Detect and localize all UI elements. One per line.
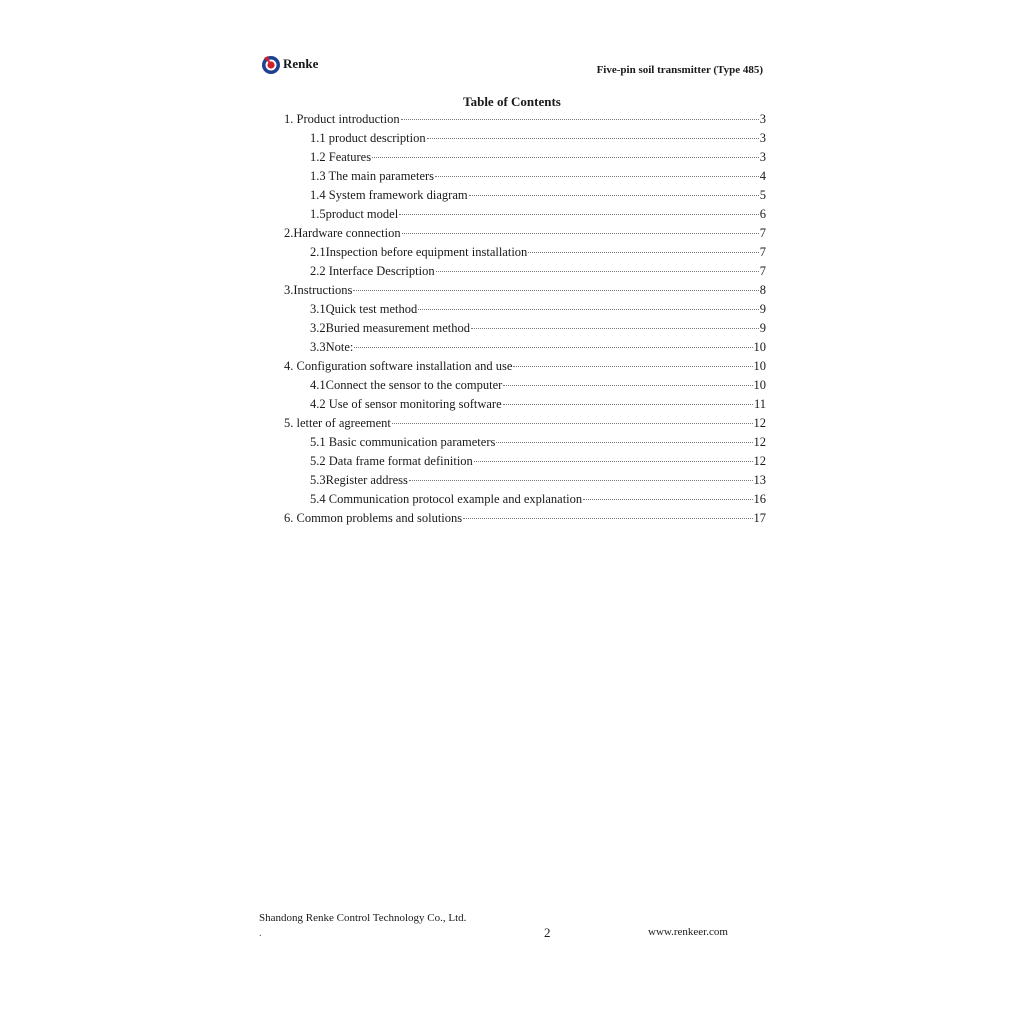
toc-entry-page: 8	[759, 283, 766, 297]
document-title: Five-pin soil transmitter (Type 485)	[596, 64, 763, 76]
toc-entry-page: 3	[759, 131, 766, 145]
toc-entry-page: 9	[759, 302, 766, 316]
toc-entry[interactable]	[284, 226, 766, 245]
toc-entry-page: 10	[753, 359, 766, 373]
toc-dot-leader	[401, 119, 759, 120]
toc-dot-leader	[436, 271, 759, 272]
toc-entry-label: 2.2 Interface Description	[310, 264, 435, 278]
toc-entry-label: 3.1Quick test method	[310, 302, 418, 316]
toc-entry-label: 5. letter of agreement	[284, 416, 391, 430]
toc-entry[interactable]	[284, 302, 766, 321]
toc-entry-page: 12	[753, 416, 766, 430]
toc-entry-label: 5.4 Communication protocol example and explanation	[310, 492, 583, 506]
toc-entry-page: 6	[759, 207, 766, 221]
toc-dot-leader	[435, 176, 759, 177]
toc-dot-leader	[528, 252, 758, 253]
toc-dot-leader	[402, 233, 759, 234]
toc-entry-page: 10	[753, 340, 766, 354]
toc-dot-leader	[372, 157, 759, 158]
toc-entry-page: 7	[759, 245, 766, 259]
toc-entry[interactable]	[284, 359, 766, 378]
logo-text: Renke	[283, 56, 319, 71]
toc-entry[interactable]	[284, 492, 766, 511]
toc-dot-leader	[513, 366, 752, 367]
toc-entry-page: 3	[759, 112, 766, 126]
toc-entry-label: 1.1 product description	[310, 131, 426, 145]
toc-entry[interactable]	[284, 321, 766, 340]
toc-entry[interactable]	[284, 416, 766, 435]
toc-dot-leader	[354, 347, 752, 348]
toc-dot-leader	[583, 499, 752, 500]
toc-entry[interactable]	[284, 340, 766, 359]
toc-dot-leader	[463, 518, 752, 519]
toc-entry-page: 7	[759, 226, 766, 240]
toc-entry-page: 12	[753, 454, 766, 468]
toc-entry-page: 16	[753, 492, 766, 506]
toc-entry-page: 9	[759, 321, 766, 335]
toc-entry-label: 1.2 Features	[310, 150, 372, 164]
renke-logo-icon	[260, 53, 282, 75]
toc-entry[interactable]	[284, 378, 766, 397]
toc-entry-label: 6. Common problems and solutions	[284, 511, 463, 525]
toc-entry-label: 5.2 Data frame format definition	[310, 454, 473, 468]
toc-dot-leader	[469, 195, 759, 196]
toc-dot-leader	[353, 290, 758, 291]
toc-entry-label: 1.4 System framework diagram	[310, 188, 468, 202]
toc-entry[interactable]	[284, 112, 766, 131]
toc-entry-page: 4	[759, 169, 766, 183]
toc-entry[interactable]	[284, 511, 766, 530]
toc-entry-label: 3.2Buried measurement method	[310, 321, 471, 335]
toc-entry[interactable]	[284, 207, 766, 226]
toc-dot-leader	[427, 138, 759, 139]
page-number: 2	[544, 925, 551, 940]
toc-dot-leader	[503, 385, 752, 386]
table-of-contents	[284, 112, 766, 530]
toc-entry[interactable]	[284, 473, 766, 492]
toc-entry-page: 5	[759, 188, 766, 202]
toc-entry[interactable]	[284, 435, 766, 454]
toc-entry[interactable]	[284, 454, 766, 473]
toc-dot-leader	[471, 328, 759, 329]
toc-entry-page: 13	[753, 473, 766, 487]
toc-entry[interactable]	[284, 169, 766, 188]
toc-entry-label: 1.5product model	[310, 207, 399, 221]
toc-entry[interactable]	[284, 397, 766, 416]
toc-entry-label: 2.Hardware connection	[284, 226, 401, 240]
toc-entry-label: 5.1 Basic communication parameters	[310, 435, 496, 449]
toc-entry-page: 17	[753, 511, 766, 525]
toc-entry[interactable]	[284, 264, 766, 283]
toc-entry-label: 1.3 The main parameters	[310, 169, 435, 183]
toc-entry-page: 3	[759, 150, 766, 164]
toc-entry-page: 11	[753, 397, 766, 411]
footer-dot: .	[259, 927, 262, 939]
toc-dot-leader	[418, 309, 758, 310]
toc-entry-label: 5.3Register address	[310, 473, 408, 487]
toc-entry[interactable]	[284, 150, 766, 169]
footer-website: www.renkeer.com	[648, 926, 728, 938]
company-logo	[260, 53, 318, 75]
toc-entry-page: 10	[753, 378, 766, 392]
toc-entry-label: 4.2 Use of sensor monitoring software	[310, 397, 502, 411]
toc-dot-leader	[496, 442, 752, 443]
toc-entry[interactable]	[284, 245, 766, 264]
toc-entry[interactable]	[284, 188, 766, 207]
toc-entry-label: 3.Instructions	[284, 283, 353, 297]
toc-dot-leader	[399, 214, 759, 215]
toc-entry-label: 4.1Connect the sensor to the computer	[310, 378, 503, 392]
toc-entry-label: 2.1Inspection before equipment installation	[310, 245, 528, 259]
toc-dot-leader	[474, 461, 753, 462]
toc-entry-label: 1. Product introduction	[284, 112, 400, 126]
toc-entry-label: 4. Configuration software installation and use	[284, 359, 513, 373]
toc-entry-page: 12	[753, 435, 766, 449]
toc-dot-leader	[503, 404, 753, 405]
toc-title: Table of Contents	[463, 94, 561, 109]
footer-company: Shandong Renke Control Technology Co., Ltd.	[259, 912, 467, 924]
toc-entry-page: 7	[759, 264, 766, 278]
toc-entry[interactable]	[284, 131, 766, 150]
toc-dot-leader	[392, 423, 753, 424]
toc-entry-label: 3.3Note:	[310, 340, 354, 354]
toc-entry[interactable]	[284, 283, 766, 302]
toc-dot-leader	[409, 480, 753, 481]
